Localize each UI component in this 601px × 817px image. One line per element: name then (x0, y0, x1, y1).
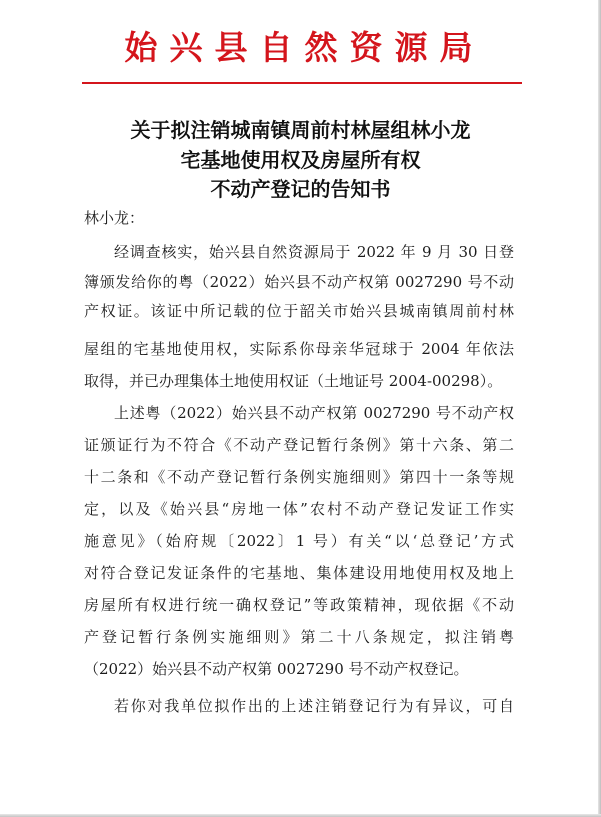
body-line: 簿颁发给你的粤（2022）始兴县不动产权第 0027290 号不动 (84, 273, 514, 291)
body-line: 取得，并已办理集体土地使用权证（土地证号 2004-00298）。 (84, 372, 503, 390)
body-line: 经调查核实，始兴县自然资源局于 2022 年 9 月 30 日登 (114, 243, 514, 261)
body-line: 屋组的宅基地使用权，实际系你母亲华冠球于 2004 年依法 (84, 340, 514, 358)
body-line: 对符合登记发证条件的宅基地、集体建设用地使用权及地上 (84, 564, 514, 582)
body-line: 施意见》（始府规〔2022〕1 号）有关“以‘总登记’方式 (84, 532, 514, 550)
body-line: 房屋所有权进行统一确权登记”等政策精神，现依据《不动 (84, 596, 514, 614)
notice-title-line-3: 不动产登记的告知书 (210, 177, 391, 201)
body-line: 产权证。该证中所记载的位于韶关市始兴县城南镇周前村林 (84, 302, 514, 320)
salutation: 林小龙： (84, 209, 145, 227)
body-line: 证颁证行为不符合《不动产登记暂行条例》第十六条、第二 (84, 436, 514, 454)
letterhead-title: 始兴县自然资源局 (124, 28, 485, 67)
notice-title-line-1: 关于拟注销城南镇周前村林屋组林小龙 (130, 118, 471, 142)
body-line: 十二条和《不动产登记暂行条例实施细则》第四十一条等规 (84, 468, 514, 486)
body-line: 上述粤（2022）始兴县不动产权第 0027290 号不动产权 (114, 404, 514, 422)
body-line: 若你对我单位拟作出的上述注销登记行为有异议，可自 (114, 697, 514, 715)
letterhead-red-rule (82, 82, 522, 84)
body-line: （2022）始兴县不动产权第 0027290 号不动产权登记。 (84, 660, 469, 678)
notice-title-line-2: 宅基地使用权及房屋所有权 (180, 148, 421, 172)
body-line: 定，以及《始兴县“房地一体”农村不动产登记发证工作实 (84, 500, 514, 518)
body-line: 产登记暂行条例实施细则》第二十八条规定，拟注销粤 (84, 628, 514, 646)
